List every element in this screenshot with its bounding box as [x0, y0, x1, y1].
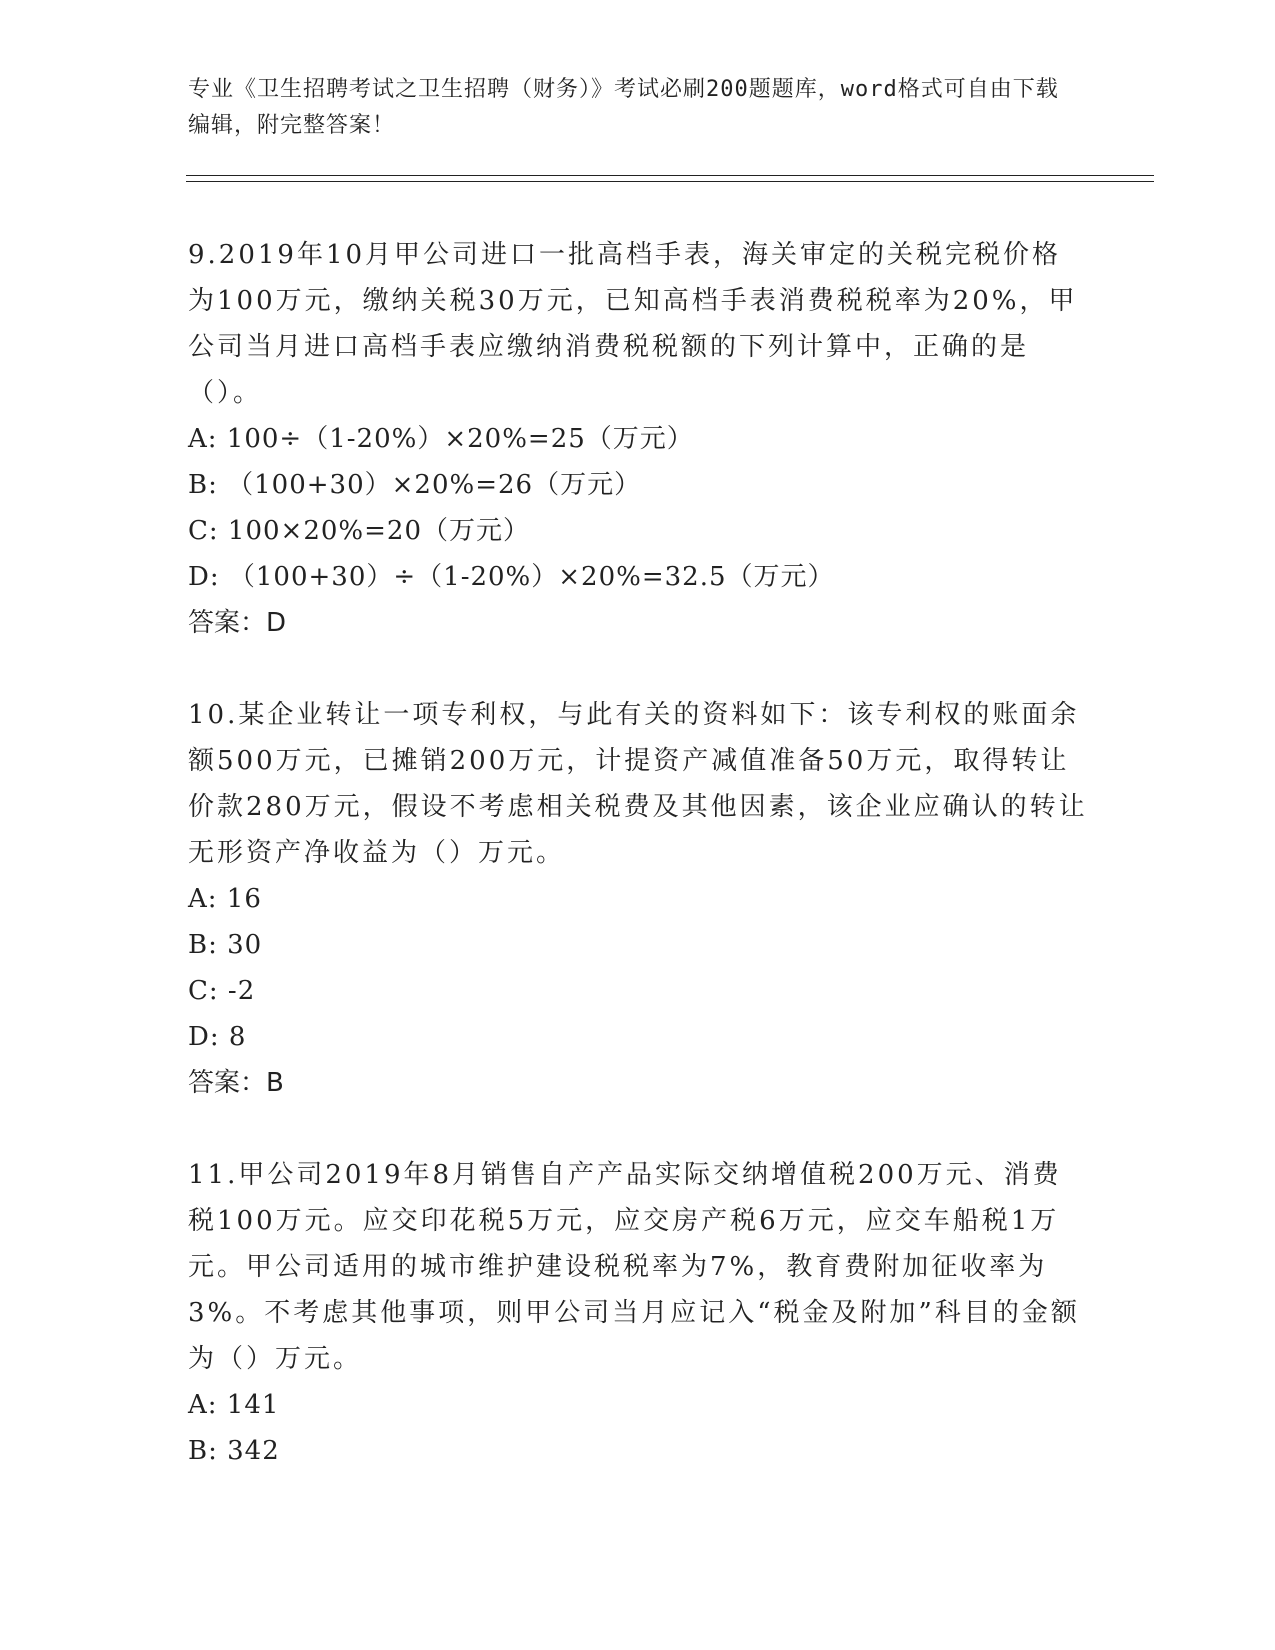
option-d: D: （100+30）÷（1-20%）×20%=32.5（万元）	[188, 562, 835, 592]
answer-label: 答案：B	[188, 1068, 284, 1098]
option-c: C: 100×20%=20（万元）	[188, 516, 530, 546]
option-d: D: 8	[188, 1022, 247, 1052]
question-11	[188, 1152, 1088, 1474]
header-divider	[186, 175, 1154, 176]
option-a: A: 16	[188, 884, 262, 914]
answer-label: 答案：D	[188, 608, 287, 638]
option-a: A: 100÷（1-20%）×20%=25（万元）	[188, 424, 694, 454]
document-header: 专业《卫生招聘考试之卫生招聘（财务）》考试必刷200题题库，word格式可自由下载编辑，附完整答案！	[188, 77, 1059, 138]
option-b: B: （100+30）×20%=26（万元）	[188, 470, 642, 500]
question-text: 10.某企业转让一项专利权，与此有关的资料如下：该专利权的账面余额500万元，已摊销200万元，计提资产减值准备50万元，取得转让价款280万元，假设不考虑相关税费及其他因素，该企业应确认的转让无形资产净收益为（）万元。	[188, 700, 1088, 868]
question-10	[188, 692, 1088, 1106]
option-c: C: -2	[188, 976, 256, 1006]
option-b: B: 30	[188, 930, 263, 960]
header-divider-second	[186, 181, 1154, 182]
question-list	[188, 232, 1088, 1520]
option-a: A: 141	[188, 1390, 280, 1420]
option-b: B: 342	[188, 1436, 280, 1466]
question-text: 11.甲公司2019年8月销售自产产品实际交纳增值税200万元、消费税100万元。应交印花税5万元，应交房产税6万元，应交车船税1万元。甲公司适用的城市维护建设税税率为7%，教育费附加征收率为3%。不考虑其他事项，则甲公司当月应记入“税金及附加”科目的金额为（）万元。	[188, 1160, 1080, 1374]
question-9	[188, 232, 1088, 646]
question-text: 9.2019年10月甲公司进口一批高档手表，海关审定的关税完税价格为100万元，缴纳关税30万元，已知高档手表消费税税率为20%，甲公司当月进口高档手表应缴纳消费税税额的下列计算中，正确的是（）。	[188, 240, 1078, 408]
